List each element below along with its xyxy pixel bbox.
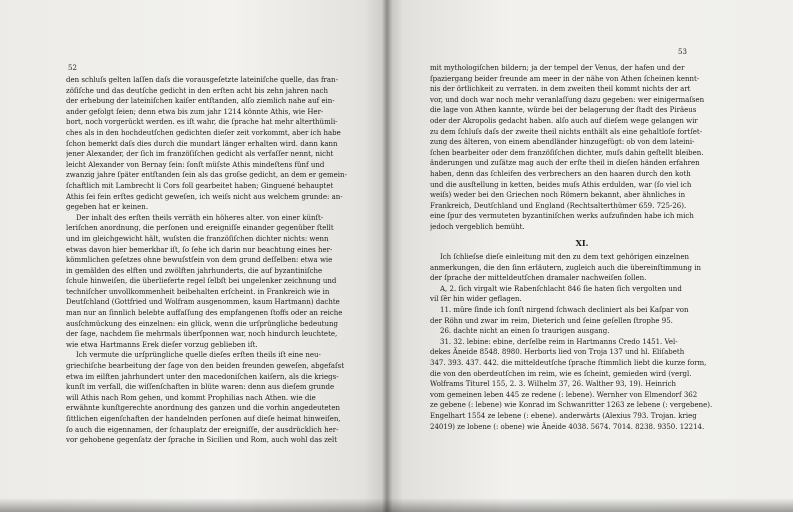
text-line: der ſprache der mitteldeutſchen dramaler nachweiſen ſollen. (430, 274, 647, 283)
text-line: bort, noch vorgerückt werden. es iſt wahr, die ſprache hat mehr alterthümli- (66, 118, 338, 127)
right-page (387, 0, 793, 512)
text-line: ſchon bemerkt daſs dies durch die mundart länger erhalten wird. dann kann (66, 139, 338, 148)
text-line: Frankreich, Deutſchland und England (Rechtsalterthümer 659. 725-26). (430, 201, 687, 210)
text-line: änderungen und zuſätze mag auch der erſte theil in dieſen händen erfahren (430, 159, 700, 168)
text-line: kunſt im verfall, die wiſſenſchaften in blüte waren: denn aus dieſem grunde (66, 383, 335, 392)
text-line: weiſs) weder bei den Griechen noch Römern bekannt, aber ähnliches in (430, 191, 686, 200)
text-line: den schluſs gelten laſſen daſs die vorausgeſetzte lateiniſche quelle, das fran- (66, 76, 338, 84)
text-line: leicht Alexander von Bernay ſein: ſonſt müſste Athis mindeſtens fünf und (66, 160, 325, 169)
text-line: vil ſêr hin wider geflagen. (430, 295, 522, 304)
text-line: mit mythologiſchen bildern; ja der tempel der Venus, der hafen und der (430, 64, 685, 72)
text-line: 11. mûre ſinde ich ſonſt nirgend ſchwach decliniert als bei Kaſpar von (440, 306, 689, 315)
text-line: jener Alexander, der ſich im franzöſiſchen gedicht als verfaſſer nennt, nicht (66, 150, 334, 159)
text-line: Engelhart 1554 ze lebene (: ebene). anderwärts (Alexius 793. Trojan. krieg (430, 412, 697, 420)
text-line: kömmlichen geſetzes ohne bewuſstſein von dem grund deſſelben: etwa wie (66, 256, 333, 265)
text-line: und im gleichgewicht hält, wuſsten die franzöſiſchen dichter nichts: wenn (66, 234, 329, 243)
text-line: erwähnte kunſtgerechte anordnung des ganzen und die vorhin angedeuteten (66, 404, 341, 413)
text-line: A, 2. ſich virgalt wie Rabenſchlacht 846 ſie haten ſich vergolten und (440, 284, 682, 293)
text-line: griechiſche bearbeitung der ſage von den beiden freunden geweſen, abgefaſst (66, 362, 345, 371)
text-line: wie etwa Hartmanns Erek dieſer vorzug geblieben iſt. (66, 340, 258, 349)
text-line: die von den oberdeutſchen im reim, wie es ſcheint, gemieden wird (vergl. (430, 369, 692, 378)
text-line: ſittlichen eigenſchaften der handelnden perſonen auf dieſe heimat hinweiſen, (66, 415, 341, 423)
section-heading: XI. (575, 237, 589, 248)
text-line: ausſchmückung des einzelnen: ein glück, wenn die urſprüngliche bedeutung (66, 319, 338, 328)
text-line: gegeben hat er keinen. (66, 203, 149, 212)
text-line: ſchen bearbeiter oder dem franzöſiſchen dichter, muſs dahin geſtellt bleiben. (430, 148, 704, 157)
text-line: zöſiſche und das deutſche gedicht in den erſten acht bis zehn jahren nach (66, 86, 328, 95)
text-line: zung des älteren, von einem abendländer hinzugefügt: ob von dem lateini- (430, 138, 695, 147)
text-line: will Athis nach Rom gehen, und kommt Prophilias nach Athen. wie die (66, 393, 316, 402)
text-line: ſchaftlich mit Lambrecht li Cors foll gearbeitet haben; Ginguené behauptet (66, 181, 334, 190)
text-line: etwa im eilften jahrhundert unter den macedoniſchen kaiſern, als die kriegs- (66, 372, 339, 381)
text-line: Der inhalt des erſten theils verräth ein höheres alter. von einer künſt- (76, 213, 324, 222)
text-line: haben, denn das ſchleifen des verbrechers an den haaren durch den koth (430, 169, 691, 178)
text-line: vor gehobene gegenſatz der ſprache in Sicilien und Rom, auch wohl das zelt (66, 436, 338, 445)
text-line: der erhebung der lateiniſchen kaiſer entſtanden, alſo ziemlich nahe auf ein- (66, 97, 335, 106)
text-line: anmerkungen, die den ſinn erläutern, zugleich auch die übereinſtimmung in (430, 263, 701, 272)
text-line: die lage von Athen kannte, würde bei der belagerung der ſtadt des Piräeus (430, 106, 697, 115)
text-line: Athis ſei fein erſtes gedicht geweſen, ich weiſs nicht aus welchem grunde: an- (66, 192, 343, 201)
text-line: nis der örtlichkeit zu verraten. in dem zweiten theil kommt nichts der art (430, 85, 691, 94)
text-line: 26. dachte nicht an einen ſo traurigen ausgang. (440, 327, 610, 336)
text-line: oder der Akropolis gedacht haben. alſo auch auf dieſem wege gelangen wir (430, 116, 698, 125)
text-line: jedoch vergeblich bemüht. (430, 222, 525, 231)
left-page-text (66, 75, 352, 446)
text-line: und die ausſtellung in ketten, beides muſs Athis erdulden, war (ſo viel ich (430, 180, 692, 189)
text-line: zwanzig jahre ſpäter entſtanden ſein als das groſse gedicht, an dem er gemein- (66, 171, 347, 180)
text-line: dekes Äneide 8548. 8980. Herborts lied von Troja 137 und hl. Eliſabeth (430, 348, 685, 357)
text-line: ches als in den hochdeutſchen gedichten dieſer zeit vorkommt, aber ich habe (66, 128, 341, 137)
text-line: ſo auch die eigennamen, der ſchauplatz der ereigniſſe, der ausdrücklich her- (66, 425, 339, 434)
right-page-text (430, 63, 734, 432)
text-line: leriſchen anordnung, die perſonen und ereigniſſe einander gegenüber ſtellt (66, 224, 334, 233)
text-line: 31. 32. lebine: ebine, derſelbe reim in Hartmanns Credo 1451. Vel- (440, 337, 678, 346)
text-line: 24019) ze lobene (: obene) wie Äneide 4038. 5674. 7014. 8238. 9350. 12214. (430, 422, 705, 431)
text-line: zu dem ſchluſs daſs der zweite theil nichts enthält als eine gehaltloſe fortſet- (430, 127, 703, 136)
text-line: 347. 393. 437. 442. die mitteldeutſche ſprache ſtimmlich liebt die kurze form, (430, 359, 707, 368)
left-page (0, 0, 387, 512)
text-line: in gemälden des elften und zwölften jahrhunderts, die auf byzantiniſche (66, 266, 323, 275)
page-number-left: 52 (68, 64, 77, 72)
right-top-block (430, 63, 734, 233)
text-line: ander gefolgt ſeien; denn etwa bis zum jahr 1214 könnte Athis, wie Her- (66, 107, 324, 116)
text-line: ſchule hinweiſen, die überlieferte regel ſelbſt bei ungelenker zeichnung und (66, 277, 337, 286)
text-line: Wolframs Titurel 155, 2. 3. Wilhelm 37, 26. Walther 93, 19). Heinrich (430, 380, 677, 389)
text-line: etwas davon hier bemerkbar iſt, ſo ſehe ich darin nur beachtung eines her- (66, 245, 333, 254)
text-line: vor, und doch war noch mehr veranlaſſung dazu gegeben: wer einigermaſsen (430, 95, 705, 104)
text-line: Deutſchland (Gottfried und Wolfram ausgenommen, kaum Hartmann) dachte (66, 298, 340, 307)
text-line: ze gebene (: lebene) wie Konrad im Schwanritter 1263 ze lebene (: vergebene). (430, 401, 713, 410)
text-line: vom gemeinen leben 445 ze redene (: lebene). Wernher von Elmendorf 362 (430, 390, 698, 399)
text-line: ſpaziergang beider freunde am meer in der nähe von Athen ſcheinen kennt- (430, 74, 700, 83)
text-line: man nur an ſinnlich belebte auffaſſung des empfangenen ſtoffs oder an reiche (66, 309, 343, 318)
right-bottom-block (430, 252, 734, 432)
text-line: Ich vermute die urſprüngliche quelle dieſes erſten theils iſt eine neu- (76, 351, 321, 360)
text-line: eine ſpur des vermuteten byzantiniſchen werks aufzufinden habe ich mich (430, 212, 694, 221)
text-line: techniſcher unvollkommenheit beibehalten erſcheint. in Frankreich wie in (66, 287, 330, 296)
text-line: der Röhn und zwar im reim, Dieterich und ſeine geſellen ſtrophe 95. (430, 316, 673, 325)
text-line: Ich ſchlieſse dieſe einleitung mit den zu dem text gehörigen einzelnen (440, 253, 690, 262)
page-number-right: 53 (678, 48, 687, 56)
text-line: der ſage, nachdem ſie mehrmals überſponnen war, noch hindurch leuchtete, (66, 330, 338, 339)
page-shadow (0, 498, 793, 512)
book-gutter (381, 0, 393, 512)
